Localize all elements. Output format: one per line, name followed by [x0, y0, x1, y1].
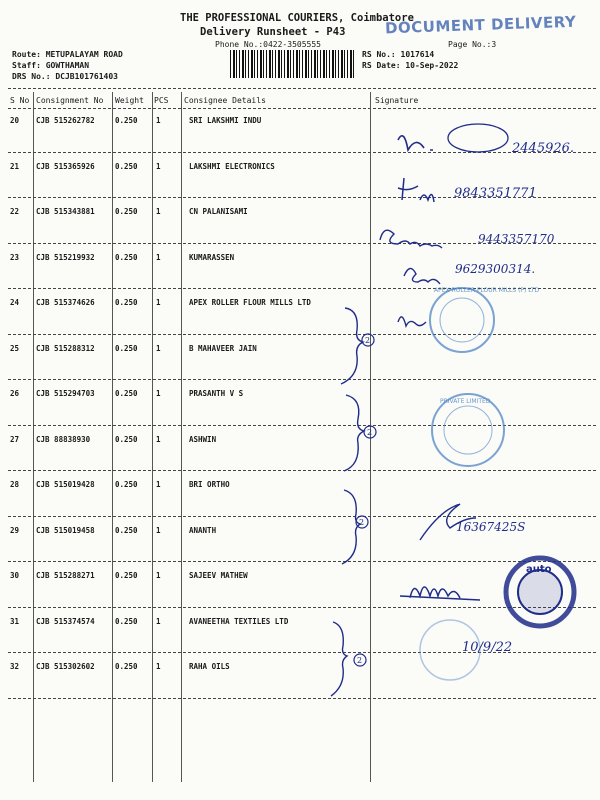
- row-consignee: APEX ROLLER FLOUR MILLS LTD: [189, 298, 311, 307]
- group-bracket-31-32: [331, 622, 347, 696]
- row-consignee: LAKSHMI ELECTRONICS: [189, 161, 275, 171]
- drs-number: DRS No.: DCJB101761403: [12, 72, 118, 81]
- row-consignment-no: CJB 88838930: [36, 434, 91, 444]
- row-consignment-no: CJB 515374626: [36, 298, 95, 307]
- row-pcs: 1: [156, 389, 161, 398]
- row-consignee: SRI LAKSHMI INDU: [189, 116, 262, 125]
- group-bracket-26-27: [344, 395, 364, 471]
- row-weight: 0.250: [115, 161, 138, 171]
- row-weight: 0.250: [115, 662, 138, 671]
- row-consignee: PRASANTH V S: [189, 389, 244, 398]
- row-sno: 26: [10, 389, 20, 398]
- row-weight: 0.250: [115, 525, 138, 535]
- row-consignee: ANANTH: [189, 525, 217, 535]
- group-count: 2: [359, 518, 365, 527]
- phone-number: Phone No.:0422-3505555: [215, 40, 321, 49]
- row-weight: 0.250: [115, 434, 138, 444]
- runsheet-subtitle: Delivery Runsheet - P43: [200, 26, 346, 38]
- row-sno: 32: [10, 662, 20, 671]
- col-header-consignee: Consignee Details: [184, 96, 266, 105]
- row-consignment-no: CJB 515019458: [36, 525, 95, 535]
- auto-stamp-text: auto: [526, 564, 552, 575]
- group-count: 2: [357, 656, 363, 665]
- document-delivery-stamp: DOCUMENT DELIVERY: [384, 12, 577, 38]
- row-pcs: 1: [156, 116, 161, 125]
- staff-label: Staff: GOWTHAMAN: [12, 61, 90, 70]
- row-consignee: B MAHAVEER JAIN: [189, 343, 257, 353]
- row-consignment-no: CJB 515365926: [36, 161, 95, 171]
- row-pcs: 1: [156, 161, 161, 171]
- row-sno: 30: [10, 571, 20, 580]
- row-consignment-no: CJB 515288312: [36, 343, 95, 353]
- private-limited-stamp-inner: [444, 406, 492, 454]
- group-bracket-28-29: [342, 490, 360, 564]
- row-consignment-no: CJB 515019428: [36, 480, 95, 489]
- handwritten-sig-22: 9443357170: [478, 232, 555, 246]
- rs-number: RS No.: 1017614: [362, 50, 435, 59]
- handwritten-sig-23: 9629300314.: [455, 262, 536, 276]
- row-sno: 22: [10, 207, 20, 216]
- row-consignment-no: CJB 515219932: [36, 252, 95, 262]
- row-consignee: CN PALANISAMI: [189, 207, 248, 216]
- row-sno: 23: [10, 252, 20, 262]
- private-stamp-text: PRIVATE LIMITED: [440, 398, 491, 405]
- signature-20: [398, 136, 433, 150]
- row-weight: 0.250: [115, 207, 138, 216]
- signature-24: [398, 317, 426, 326]
- signature-23: [404, 268, 440, 284]
- company-title: THE PROFESSIONAL COURIERS, Coimbatore: [180, 12, 414, 24]
- row-weight: 0.250: [115, 389, 138, 398]
- row-pcs: 1: [156, 571, 161, 580]
- row-weight: 0.250: [115, 252, 138, 262]
- row-weight: 0.250: [115, 480, 138, 489]
- signature-30: [400, 587, 480, 600]
- group-bracket-24-25: [341, 308, 363, 384]
- signature-22: [380, 230, 442, 248]
- row-consignee: RAHA OILS: [189, 662, 230, 671]
- row-weight: 0.250: [115, 298, 138, 307]
- row-pcs: 1: [156, 298, 161, 307]
- row-consignee: KUMARASSEN: [189, 252, 235, 262]
- auto-stamp-inner: [518, 570, 562, 614]
- row-sno: 20: [10, 116, 20, 125]
- row-consignee: BRI ORTHO: [189, 480, 230, 489]
- row-consignee: ASHWIN: [189, 434, 217, 444]
- row-consignment-no: CJB 515302602: [36, 662, 95, 671]
- row-weight: 0.250: [115, 616, 138, 626]
- row-pcs: 1: [156, 662, 161, 671]
- row-weight: 0.250: [115, 571, 138, 580]
- row-weight: 0.250: [115, 116, 138, 125]
- row-consignee: AVANEETHA TEXTILES LTD: [189, 616, 289, 626]
- row-pcs: 1: [156, 525, 161, 535]
- row-sno: 21: [10, 161, 20, 171]
- row-consignee: SAJEEV MATHEW: [189, 571, 248, 580]
- row-pcs: 1: [156, 252, 161, 262]
- handwritten-sig-20: 2445926.: [512, 141, 575, 156]
- handwritten-sig-31: 10/9/22: [462, 640, 513, 655]
- row-weight: 0.250: [115, 343, 138, 353]
- row-pcs: 1: [156, 343, 161, 353]
- row-pcs: 1: [156, 207, 161, 216]
- row-pcs: 1: [156, 434, 161, 444]
- handwritten-sig-29: 16367425S: [456, 520, 526, 534]
- col-header-pcs: PCS: [154, 96, 169, 105]
- row-pcs: 1: [156, 480, 161, 489]
- signature-20-loop: [448, 124, 508, 152]
- row-sno: 31: [10, 616, 20, 626]
- row-sno: 28: [10, 480, 20, 489]
- row-sno: 24: [10, 298, 20, 307]
- group-count: 2: [365, 336, 371, 345]
- handwritten-sig-21: 9843351771: [454, 186, 537, 201]
- route-label: Route: METUPALAYAM ROAD: [12, 50, 123, 59]
- apex-stamp-text: APEX ROLLER FLOUR MILLS (P) LTD: [434, 287, 540, 294]
- page-number: Page No.:3: [448, 40, 497, 49]
- row-sno: 27: [10, 434, 20, 444]
- col-header-sno: S No: [10, 96, 30, 105]
- col-header-weight: Weight: [115, 96, 144, 105]
- row-consignment-no: CJB 515343881: [36, 207, 95, 216]
- row-consignment-no: CJB 515288271: [36, 571, 95, 580]
- row-sno: 29: [10, 525, 20, 535]
- row-consignment-no: CJB 515294703: [36, 389, 95, 398]
- signature-21: [398, 178, 434, 202]
- row-consignment-no: CJB 515374574: [36, 616, 95, 626]
- row-sno: 25: [10, 343, 20, 353]
- row-pcs: 1: [156, 616, 161, 626]
- col-header-signature: Signature: [375, 96, 419, 105]
- col-header-consignment: Consignment No: [36, 96, 104, 105]
- rs-date: RS Date: 10-Sep-2022: [362, 61, 459, 70]
- apex-company-stamp-inner: [440, 298, 484, 342]
- group-count: 2: [367, 428, 373, 437]
- row-consignment-no: CJB 515262782: [36, 116, 95, 125]
